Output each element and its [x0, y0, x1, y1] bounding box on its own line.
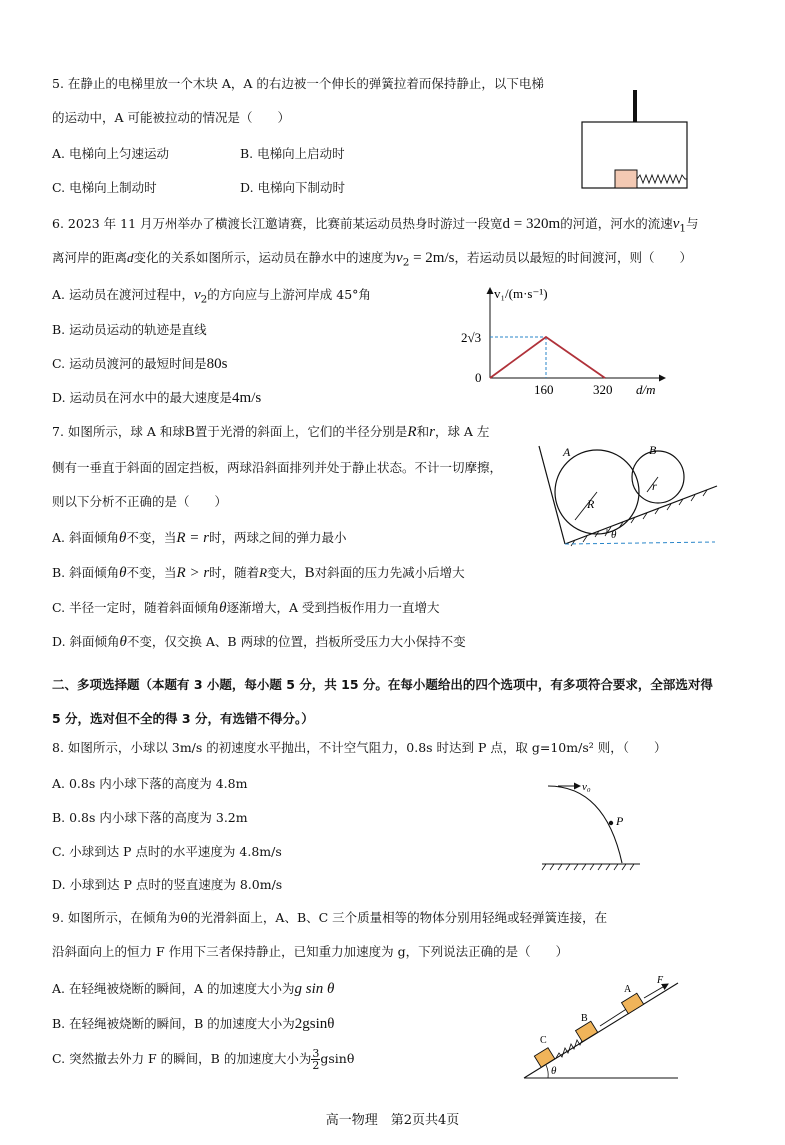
- y-axis-label: v₁/(m·s⁻¹): [494, 286, 548, 301]
- label-R: R: [587, 497, 595, 511]
- horizontal-reference: [565, 542, 715, 544]
- theta-label-2: θ: [551, 1065, 557, 1077]
- label-a: A: [624, 984, 632, 995]
- label-c: C: [540, 1035, 547, 1046]
- q5-stem-line2: 的运动中，A 可能被拉动的情况是（ ）: [52, 110, 291, 125]
- q6-option-b: B. 运动员运动的轨迹是直线: [52, 322, 207, 337]
- x-axis-label: d/m: [636, 382, 656, 397]
- q9-option-a: A. 在轻绳被烧断的瞬间，A 的加速度大小为g sin θ: [52, 981, 335, 997]
- baffle-plate: [539, 446, 565, 544]
- q7-stem-line1: 7. 如图所示，球 A 和球B置于光滑的斜面上，它们的半径分别是R和r，球 A 左: [52, 424, 490, 440]
- incline-surface: [565, 486, 717, 544]
- q7-option-a: A. 斜面倾角θ不变，当R = r时，两球之间的弹力最小: [52, 530, 347, 546]
- q6-stem-line1: 6. 2023 年 11 月万州举办了横渡长江邀请赛，比赛前某运动员热身时游过一段宽d = 320m的河道，河水的流速$v_1$与: [52, 216, 699, 235]
- y-tick-label: 2√3: [461, 330, 482, 345]
- q5-option-a: A. 电梯向上匀速运动: [52, 146, 169, 161]
- q8-option-d: D. 小球到达 P 点时的竖直速度为 8.0m/s: [52, 877, 283, 892]
- q9-option-b: B. 在轻绳被烧断的瞬间，B 的加速度大小为2gsinθ: [52, 1016, 335, 1032]
- q7-option-b: B. 斜面倾角θ不变，当R > r时，随着R变大，B对斜面的压力先减小后增大: [52, 565, 465, 581]
- river-velocity-graph: [460, 282, 675, 400]
- page-footer: 高一物理 第2页共4页: [325, 1113, 460, 1128]
- q9-stem-line2: 沿斜面向上的恒力 F 作用下三者保持静止，已知重力加速度为 g，下列说法正确的是（ ）: [52, 944, 569, 959]
- ground-hatch: [542, 864, 634, 870]
- q7-option-d: D. 斜面倾角θ不变，仅交换 A、B 两球的位置，挡板所受压力大小保持不变: [52, 634, 466, 650]
- theta-arc-2: [546, 1065, 548, 1078]
- q5-stem-line1: 5. 在静止的电梯里放一个木块 A，A 的右边被一个伸长的弹簧拉着而保持静止，以下电梯: [52, 76, 544, 91]
- q7-stem-line2: 侧有一垂直于斜面的固定挡板，两球沿斜面排列并处于静止状态。不计一切摩擦，: [52, 460, 503, 475]
- spring: [637, 175, 687, 183]
- q5-option-d: D. 电梯向下制动时: [240, 180, 346, 195]
- q5-option-b: B. 电梯向上启动时: [240, 146, 345, 161]
- theta-label: θ: [611, 529, 617, 541]
- block-b: [576, 1021, 598, 1042]
- q6-option-a: A. 运动员在渡河过程中，$v_2$的方向应与上游河岸成 45°角: [52, 287, 371, 306]
- q9-option-c: C. 突然撤去外力 F 的瞬间，B 的加速度大小为 $\frac{3}{2}$ gsinθ: [52, 1047, 355, 1072]
- section2-instructions-line2: 5 分，选对但不全的得 3 分，有选错不得分。）: [52, 711, 314, 726]
- elevator-figure: [575, 85, 695, 195]
- origin-label: 0: [475, 370, 482, 385]
- velocity-line: [490, 337, 605, 378]
- q6-option-c: C. 运动员渡河的最短时间是80s: [52, 356, 228, 372]
- point-p: [609, 821, 613, 825]
- label-r: r: [652, 479, 657, 493]
- section2-instructions-line1: 二、多项选择题（本题有 3 小题，每小题 5 分，共 15 分。在每小题给出的四个选项中，有多项符合要求，全部选对得: [52, 677, 713, 692]
- label-b: B: [581, 1013, 588, 1024]
- three-blocks-incline-figure: [520, 976, 690, 1084]
- q8-stem: 8. 如图所示，小球以 3m/s 的初速度水平抛出，不计空气阻力，0.8s 时达到 P 点，取 g=10m/s² 则，（ ）: [52, 740, 667, 755]
- x-tick-320: 320: [593, 382, 613, 397]
- p-label: P: [616, 814, 624, 828]
- label-f: F: [657, 975, 664, 986]
- q8-option-c: C. 小球到达 P 点时的水平速度为 4.8m/s: [52, 844, 282, 859]
- q8-option-b: B. 0.8s 内小球下落的高度为 3.2m: [52, 810, 248, 825]
- q7-option-c: C. 半径一定时，随着斜面倾角θ逐渐增大，A 受到挡板作用力一直增大: [52, 600, 440, 616]
- block-a-2: [622, 993, 644, 1014]
- label-A: A: [563, 445, 571, 459]
- block-a: [615, 170, 637, 188]
- spring-bc: [556, 1038, 583, 1058]
- q6-stem-line2: 离河岸的距离d变化的关系如图所示，运动员在静水中的速度为$v_2 = 2m/s$，若运动员以最短的时间渡河，则（ ）: [52, 250, 692, 269]
- label-B: B: [649, 443, 657, 457]
- q6-option-d: D. 运动员在河水中的最大速度是4m/s: [52, 390, 262, 406]
- projectile-figure: [540, 778, 670, 878]
- q7-stem-line3: 则以下分析不正确的是（ ）: [52, 494, 228, 509]
- fraction-3-2: $\frac{3}{2}$: [312, 1047, 320, 1072]
- two-balls-incline-figure: [535, 432, 730, 550]
- q9-stem-line1: 9. 如图所示，在倾角为θ的光滑斜面上，A、B、C 三个质量相等的物体分别用轻绳或轻弹簧连接，在: [52, 910, 608, 925]
- q5-option-c: C. 电梯向上制动时: [52, 180, 157, 195]
- q8-option-a: A. 0.8s 内小球下落的高度为 4.8m: [52, 776, 248, 791]
- v0-label: v₀: [582, 781, 591, 793]
- elevator-cable: [633, 90, 637, 122]
- x-tick-160: 160: [534, 382, 554, 397]
